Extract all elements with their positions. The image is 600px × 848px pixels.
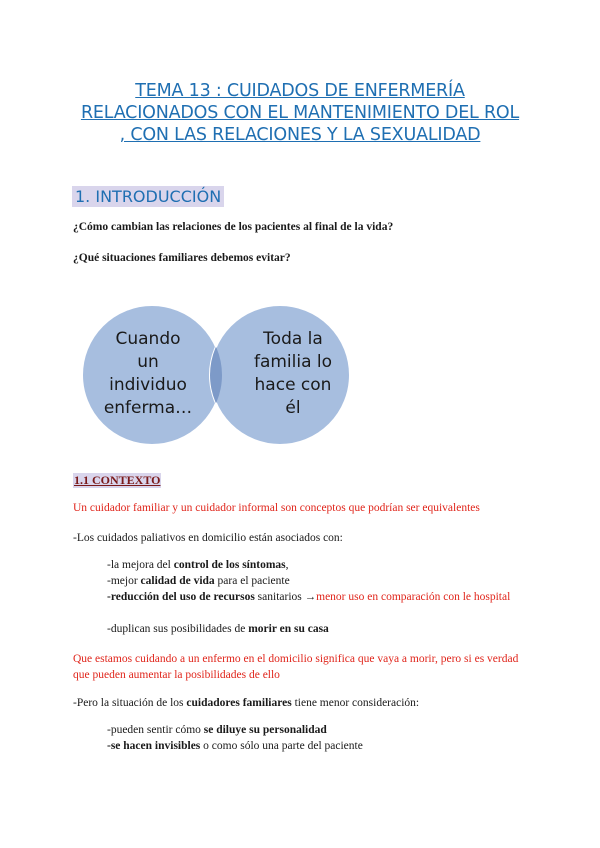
venn-left-line-3: individuo: [109, 375, 187, 395]
list-item: -reducción del uso de recursos sanitarios →menor uso en comparación con le hospital: [107, 591, 511, 603]
red-intro-paragraph: Un cuidador familiar y un cuidador informal son conceptos que podrían ser equivalentes: [73, 502, 480, 514]
venn-right-line-2: familia lo: [253, 352, 333, 372]
venn-right-line-4: él: [285, 398, 301, 418]
paragraph-cuidadores: -Pero la situación de los cuidadores familiares tiene menor consideración:: [73, 697, 420, 709]
paragraph-cuidados-paliativos: -Los cuidados paliativos en domicilio están asociados con:: [73, 532, 343, 544]
list-item: -se hacen invisibles o como sólo una parte del paciente: [107, 740, 363, 752]
venn-left-line-1: Cuando: [115, 329, 181, 349]
list-item: -la mejora del control de los síntomas,: [107, 559, 289, 571]
question-1: ¿Cómo cambian las relaciones de los pacientes al final de la vida?: [73, 221, 394, 233]
venn-right-line-3: hace con: [254, 375, 332, 395]
question-2: ¿Qué situaciones familiares debemos evitar?: [73, 252, 291, 264]
list-item: -duplican sus posibilidades de morir en su casa: [107, 623, 329, 635]
section-heading-introduccion: 1. INTRODUCCIÓN: [72, 186, 224, 207]
red-paragraph: Que estamos cuidando a un enfermo en el domicilio significa que vaya a morir, pero si es verdad que pueden aumentar la posibilidades de ello: [73, 653, 519, 681]
venn-left-line-2: un: [137, 352, 159, 372]
venn-diagram: [82, 300, 352, 450]
list-item: -mejor calidad de vida para el paciente: [107, 575, 290, 587]
section-heading-contexto: 1.1 CONTEXTO: [74, 473, 161, 487]
page-title: TEMA 13 : CUIDADOS DE ENFERMERÍA RELACIONADOS CON EL MANTENIMIENTO DEL ROL , CON LAS RELACIONES Y LA SEXUALIDAD: [80, 81, 520, 145]
venn-right-line-1: Toda la: [263, 329, 323, 349]
venn-left-line-4: enferma…: [103, 398, 193, 418]
list-item: -pueden sentir cómo se diluye su personalidad: [107, 724, 327, 736]
